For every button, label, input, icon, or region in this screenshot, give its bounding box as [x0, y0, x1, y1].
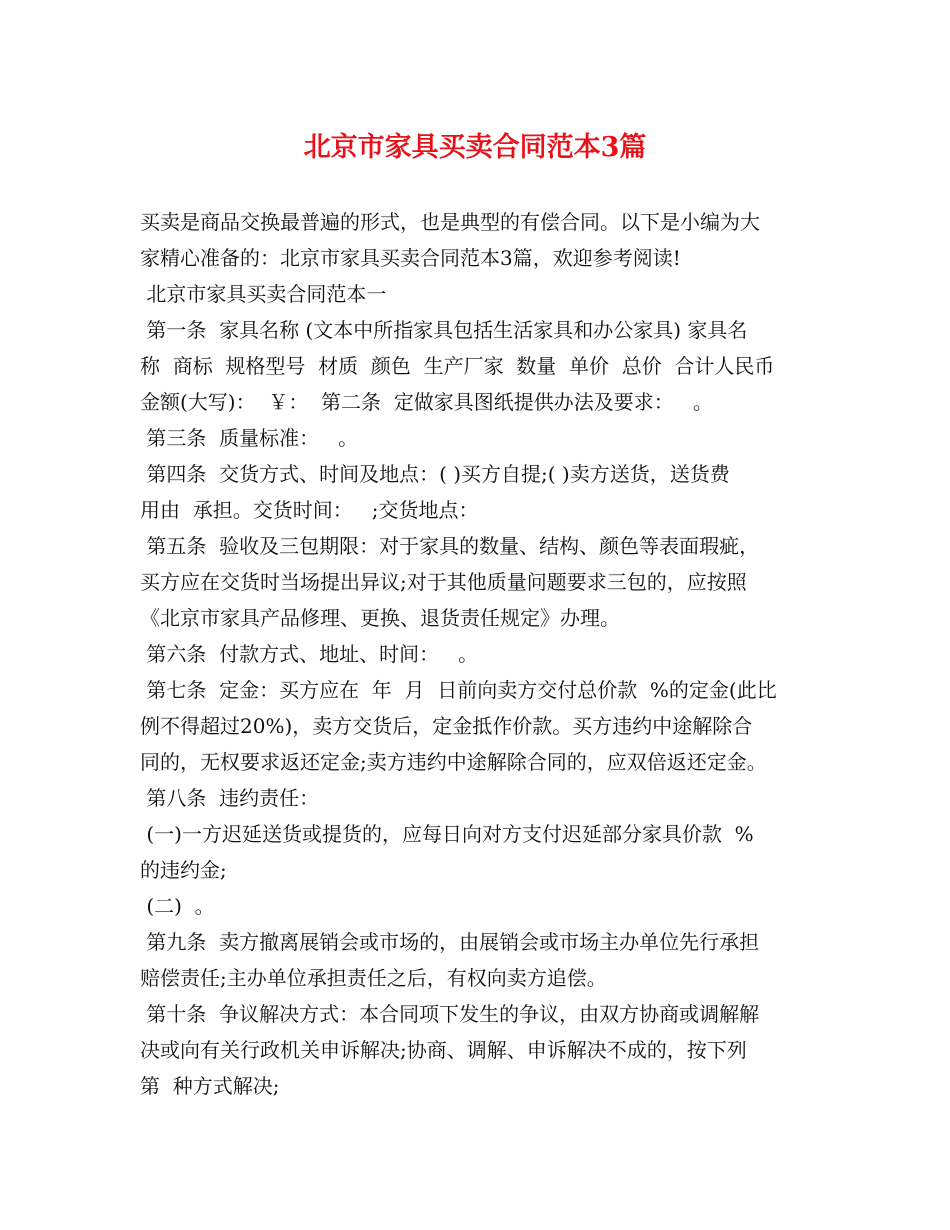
clause-line: 《北京市家具产品修理、更换、退货责任规定》办理。	[140, 606, 620, 630]
clause-line: 同的，无权要求返还定金;卖方违约中途解除合同的，应双倍返还定金。	[140, 750, 767, 774]
document-body	[140, 204, 815, 1104]
clause-line: 的违约金;	[140, 858, 227, 882]
clause-line: 第 种方式解决;	[140, 1074, 280, 1098]
clause-line: 第八条 违约责任：	[140, 786, 320, 810]
clause-line: 决或向有关行政机关申诉解决;协商、调解、申诉解决不成的，按下列	[140, 1038, 747, 1062]
clause-line: 金额(大写)： ￥： 第二条 定做家具图纸提供办法及要求： 。	[140, 390, 713, 414]
clause-line: (一)一方迟延送货或提货的，应每日向对方支付迟延部分家具价款 %	[140, 822, 754, 846]
clause-line: 买方应在交货时当场提出异议;对于其他质量问题要求三包的，应按照	[140, 570, 747, 594]
clause-line: 第七条 定金：买方应在 年 月 日前向卖方交付总价款 %的定金(此比	[140, 678, 777, 702]
clause-line: 第四条 交货方式、时间及地点：( )买方自提;( )卖方送货，送货费	[140, 462, 730, 486]
clause-line: 例不得超过20%)，卖方交货后，定金抵作价款。买方违约中途解除合	[140, 714, 753, 738]
clause-line: 第十条 争议解决方式：本合同项下发生的争议，由双方协商或调解解	[140, 1002, 760, 1026]
clause-line: 第一条 家具名称 (文本中所指家具包括生活家具和办公家具) 家具名	[140, 318, 748, 342]
clause-line: 用由 承担。交货时间： ;交货地点：	[140, 498, 479, 522]
document-title: 北京市家具买卖合同范本3篇	[303, 132, 647, 163]
clause-line: 称 商标 规格型号 材质 颜色 生产厂家 数量 单价 总价 合计人民币	[140, 354, 775, 378]
paragraph-line: 家精心准备的：北京市家具买卖合同范本3篇，欢迎参考阅读!	[140, 246, 681, 270]
clause-line: 第六条 付款方式、地址、时间： 。	[140, 642, 479, 666]
clause-line: 赔偿责任;主办单位承担责任之后，有权向卖方追偿。	[140, 966, 607, 990]
paragraph-line: 买卖是商品交换最普遍的形式，也是典型的有偿合同。以下是小编为大	[140, 210, 760, 234]
clause-line: 第三条 质量标准： 。	[140, 426, 359, 450]
section-heading: 北京市家具买卖合同范本一	[140, 282, 387, 306]
clause-line: 第九条 卖方撤离展销会或市场的，由展销会或市场主办单位先行承担	[140, 930, 760, 954]
clause-line: 第五条 验收及三包期限：对于家具的数量、结构、颜色等表面瑕疵，	[140, 534, 760, 558]
clause-line: (二) 。	[140, 894, 215, 918]
